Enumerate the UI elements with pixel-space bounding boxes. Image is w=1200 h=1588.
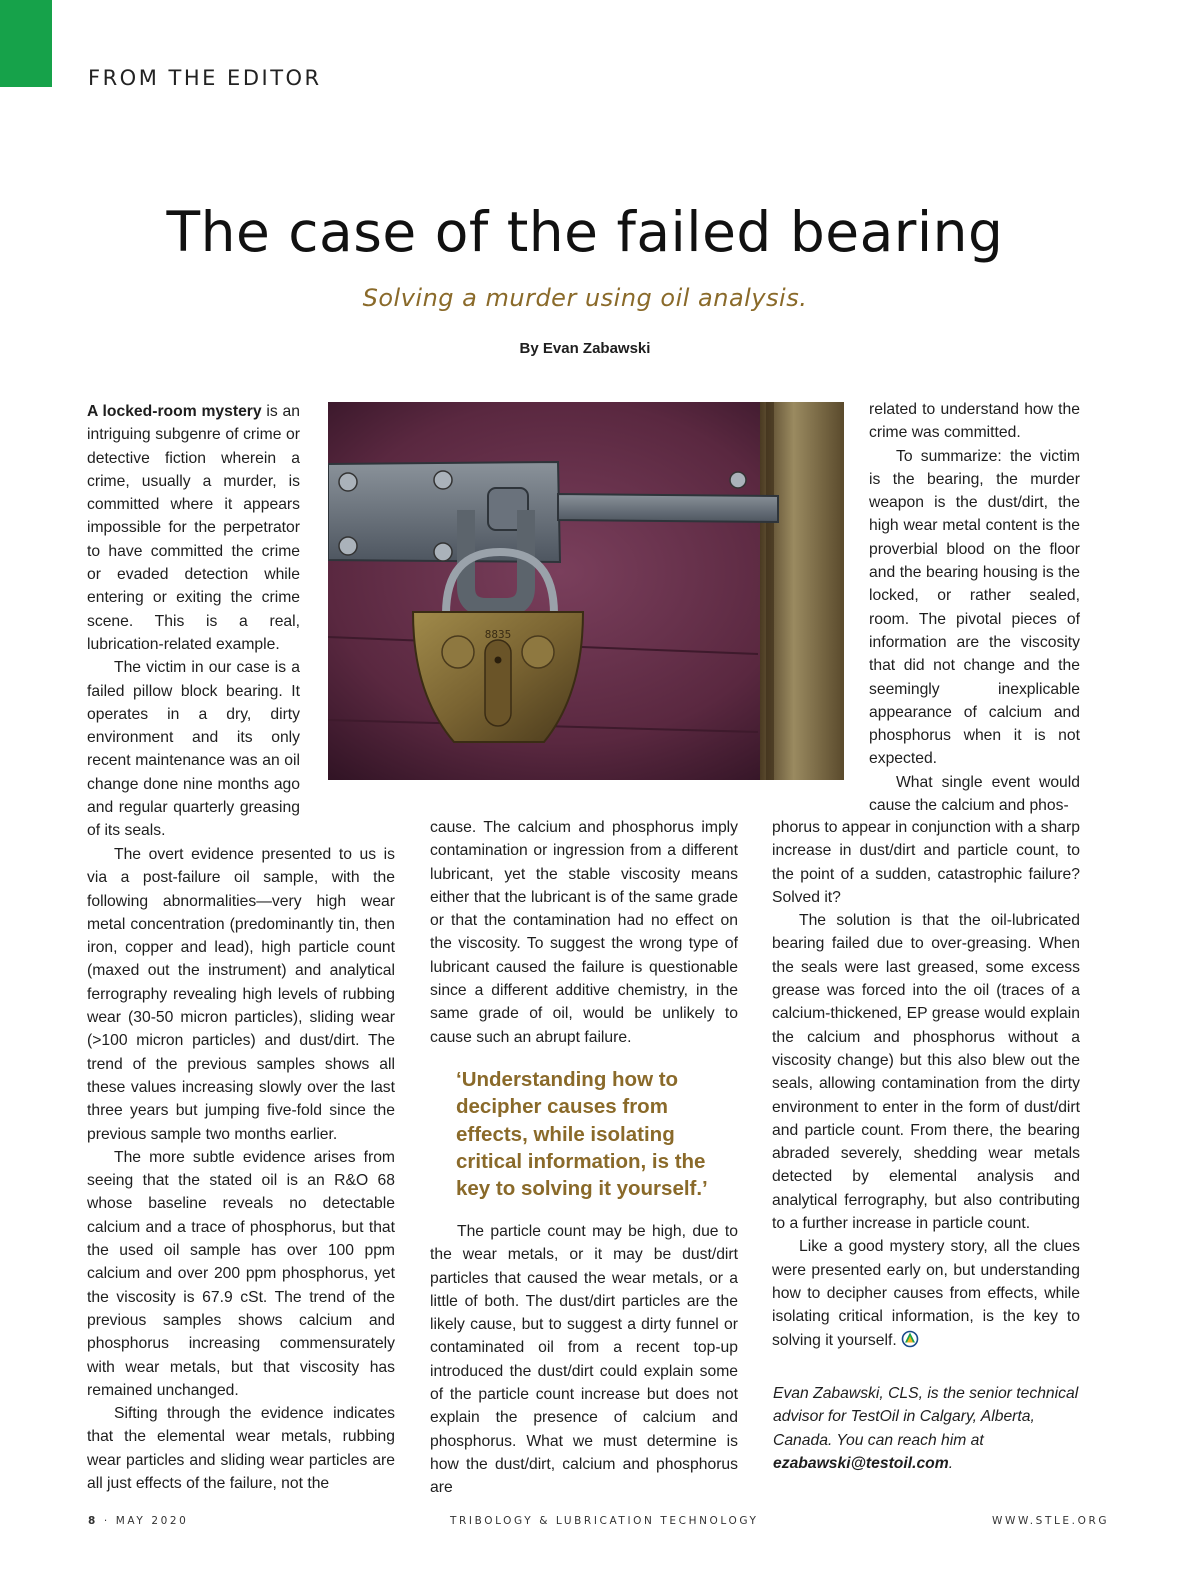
footer-page-info [88, 1513, 188, 1529]
paragraph-particle-count: The particle count may be high, due to the wear metals, or it may be dust/dirt particles that caused the wear metals, or a little of both. The dust/dirt particles are the likely cause, but to suggest a dirty funnel or contaminated oil from a recent top-up introduced the dust/dirt could explain some of the particle count increase but does not explain the presence of calcium and phosphorus. What we must determine is how the dust/dirt, calcium and phosphorus are [430, 1223, 738, 1497]
conclusion-text: Like a good mystery story, all the clues were presented early on, but understanding how to decipher causes from effects, while isolating critical information, is the key to solving it yourself. [772, 1238, 1080, 1349]
column-center-bottom [430, 1220, 738, 1500]
author-bio [773, 1382, 1081, 1475]
paragraph-intro [87, 400, 300, 656]
bio-text: Evan Zabawski, CLS, is the senior technical advisor for TestOil in Calgary, Alberta, Canada. You can reach him at [773, 1385, 1079, 1449]
paragraph-cause: cause. The calcium and phosphorus imply contamination or ingression from a different lubricant, yet the stable viscosity means either that the lubricant is of the same grade or that the contamination had no effect on the viscosity. To suggest the wrong type of lubricant caused the failure is questionable since a different additive chemistry, in the same grade of oil, would be unlikely to cause such an abrupt failure. [430, 819, 738, 1046]
lead-in: A locked-room mystery [87, 403, 262, 420]
lock-stamp-text: 8835 [484, 628, 512, 641]
footer-publication: TRIBOLOGY & LUBRICATION TECHNOLOGY [450, 1515, 759, 1527]
paragraph-conclusion [772, 1235, 1080, 1351]
article-subtitle: Solving a murder using oil analysis. [362, 284, 808, 312]
paragraph-question-cont: phorus to appear in conjunction with a sharp increase in dust/dirt and particle count, to the point of a sudden, catastrophic failure? Solved it? [772, 819, 1080, 906]
section-label: FROM THE EDITOR [88, 66, 322, 90]
pull-quote: ‘Understanding how to decipher causes from effects, while isolating critical information, is the key to solving it yourself.’ [456, 1068, 708, 1201]
paragraph-summary: To summarize: the victim is the bearing, the murder weapon is the dust/dirt, the high wear metal content is the proverbial blood on the floor and the bearing housing is the locked, or rather sealed, room. The pivotal pieces of information are the viscosity that did not change and the seemingly inexplicable appearance of calcium and phosphorus when it is not expected. [869, 447, 1080, 768]
column-left-bottom [87, 843, 395, 1495]
column-left-top [87, 400, 300, 843]
column-right-bottom [772, 816, 1080, 1352]
paragraph-subtle-evidence: The more subtle evidence arises from seeing that the stated oil is an R&O 68 whose baseline reveals no detectable calcium and a trace of phosphorus, but that the used oil sample has over 100 ppm calcium and over 200 ppm phosphorus, yet the viscosity is 67.9 cSt. The trend of the previous samples shows calcium and phosphorus increasing commensurately with wear metals, but that viscosity has remained unchanged. [87, 1148, 395, 1399]
paragraph-victim: The victim in our case is a failed pillow block bearing. It operates in a dry, dirty environment and its only recent maintenance was an oil change done nine months ago and regular quarterly greasing of its seals. [87, 659, 300, 840]
stle-end-mark-icon [901, 1330, 919, 1348]
locked-padlock-photo [328, 402, 844, 780]
page-number: 8 [88, 1515, 98, 1527]
footer-separator: · [103, 1515, 110, 1527]
paragraph-related: related to understand how the crime was committed. [869, 401, 1080, 442]
section-color-tab [0, 0, 52, 87]
footer-website[interactable]: WWW.STLE.ORG [992, 1515, 1110, 1527]
paragraph-solution: The solution is that the oil-lubricated bearing failed due to over-greasing. When the seals were last greased, some excess grease was forced into the oil (traces of a calcium-thickened, EP grease would explain the calcium and phosphorus without a viscosity change) but this also blew out the seals, allowing contamination from the dirty environment to enter in the form of dust/dirt and particle count. From there, the bearing abraded severely, shedding wear metals detected by elemental analysis and analytical ferrography, but also contributing to a further increase in particle count. [772, 912, 1080, 1233]
paragraph-overt-evidence: The overt evidence presented to us is via a post-failure oil sample, with the following abnormalities—very high wear metal concentration (predominantly tin, then iron, copper and lead), high particle count (maxed out the instrument) and analytical ferrography revealing high levels of rubbing wear (30-50 micron particles), sliding wear (>100 micron particles) and dust/dirt. The trend of the previous samples shows all these values increasing slowly over the last three years but jumping five-fold since the previous sample two months earlier. [87, 846, 395, 1143]
author-email-link[interactable]: ezabawski@testoil.com [773, 1454, 949, 1472]
column-right-top [869, 398, 1080, 817]
paragraph-question: What single event would cause the calcium and phos- [869, 773, 1080, 815]
article-byline: By Evan Zabawski [519, 340, 651, 357]
article-title: The case of the failed bearing [166, 200, 1004, 264]
bio-end: . [948, 1454, 954, 1472]
intro-text: is an intriguing subgenre of crime or detective fiction wherein a crime, usually a murder, is committed where it appears impossible for the perpetrator to have committed the crime or evaded detection while entering or exiting the crime scene. This is a real, lubrication-related example. [87, 403, 300, 653]
issue-date: MAY 2020 [115, 1515, 189, 1527]
paragraph-sifting: Sifting through the evidence indicates that the elemental wear metals, rubbing wear particles and sliding wear particles are all just effects of the failure, not the [87, 1405, 395, 1493]
column-center-top [430, 816, 738, 1049]
